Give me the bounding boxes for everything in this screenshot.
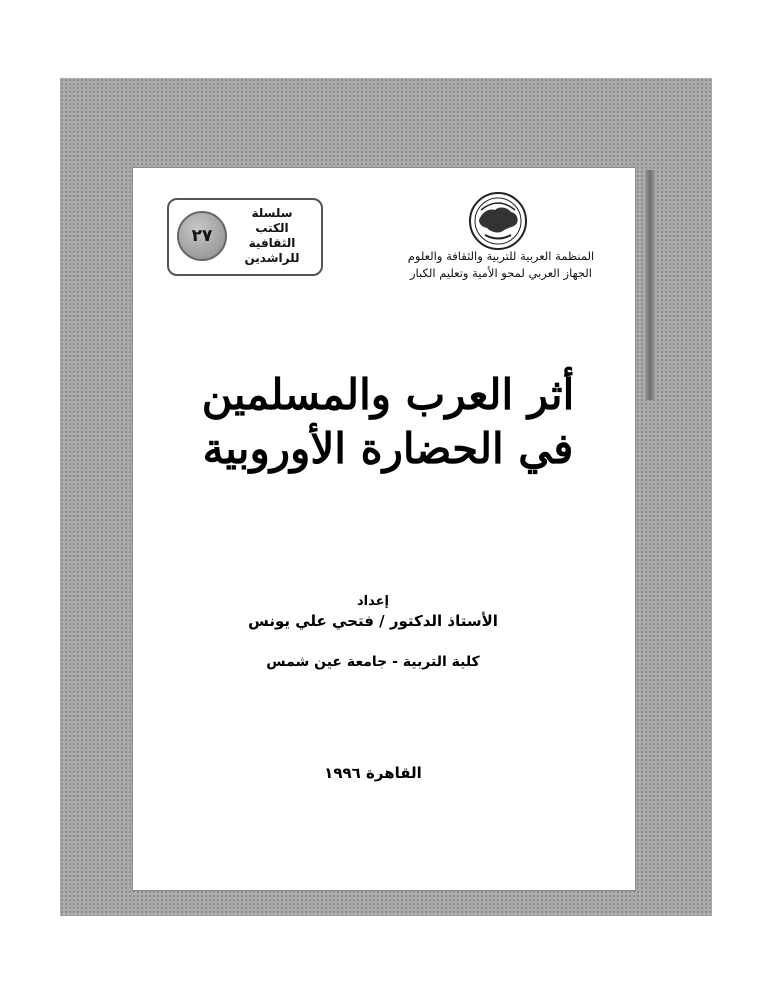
series-name [231,206,313,266]
organization-name [379,248,623,282]
title-line-2: في الحضارة الأوروبية [202,424,574,473]
book-title [193,368,583,476]
series-name-line: الثقافية [248,236,296,250]
book-cover-page [133,168,635,890]
credits [203,594,543,672]
author-affiliation: كلية التربية - جامعة عين شمس [266,654,480,670]
organization-line: الجهاز العربي لمحو الأمية وتعليم الكبار [409,266,592,280]
series-number: ٢٧ [177,211,227,261]
author-name: الأستاذ الدكتور / فتحي علي يونس [248,612,498,630]
title-line-1: أثر العرب والمسلمين [201,370,575,419]
organization-line: المنظمة العربية للتربية والثقافة والعلوم [407,249,595,263]
prepared-by-label: إعداد [357,594,389,609]
scan-shadow-strip [645,170,655,400]
series-badge [167,198,323,276]
series-name-line: الكتب [255,221,289,235]
series-name-line: سلسلة [251,206,293,220]
series-name-line: للراشدين [244,251,300,265]
alecso-logo-icon [467,190,529,252]
publication-place-year: القاهرة ١٩٩٦ [324,764,422,782]
